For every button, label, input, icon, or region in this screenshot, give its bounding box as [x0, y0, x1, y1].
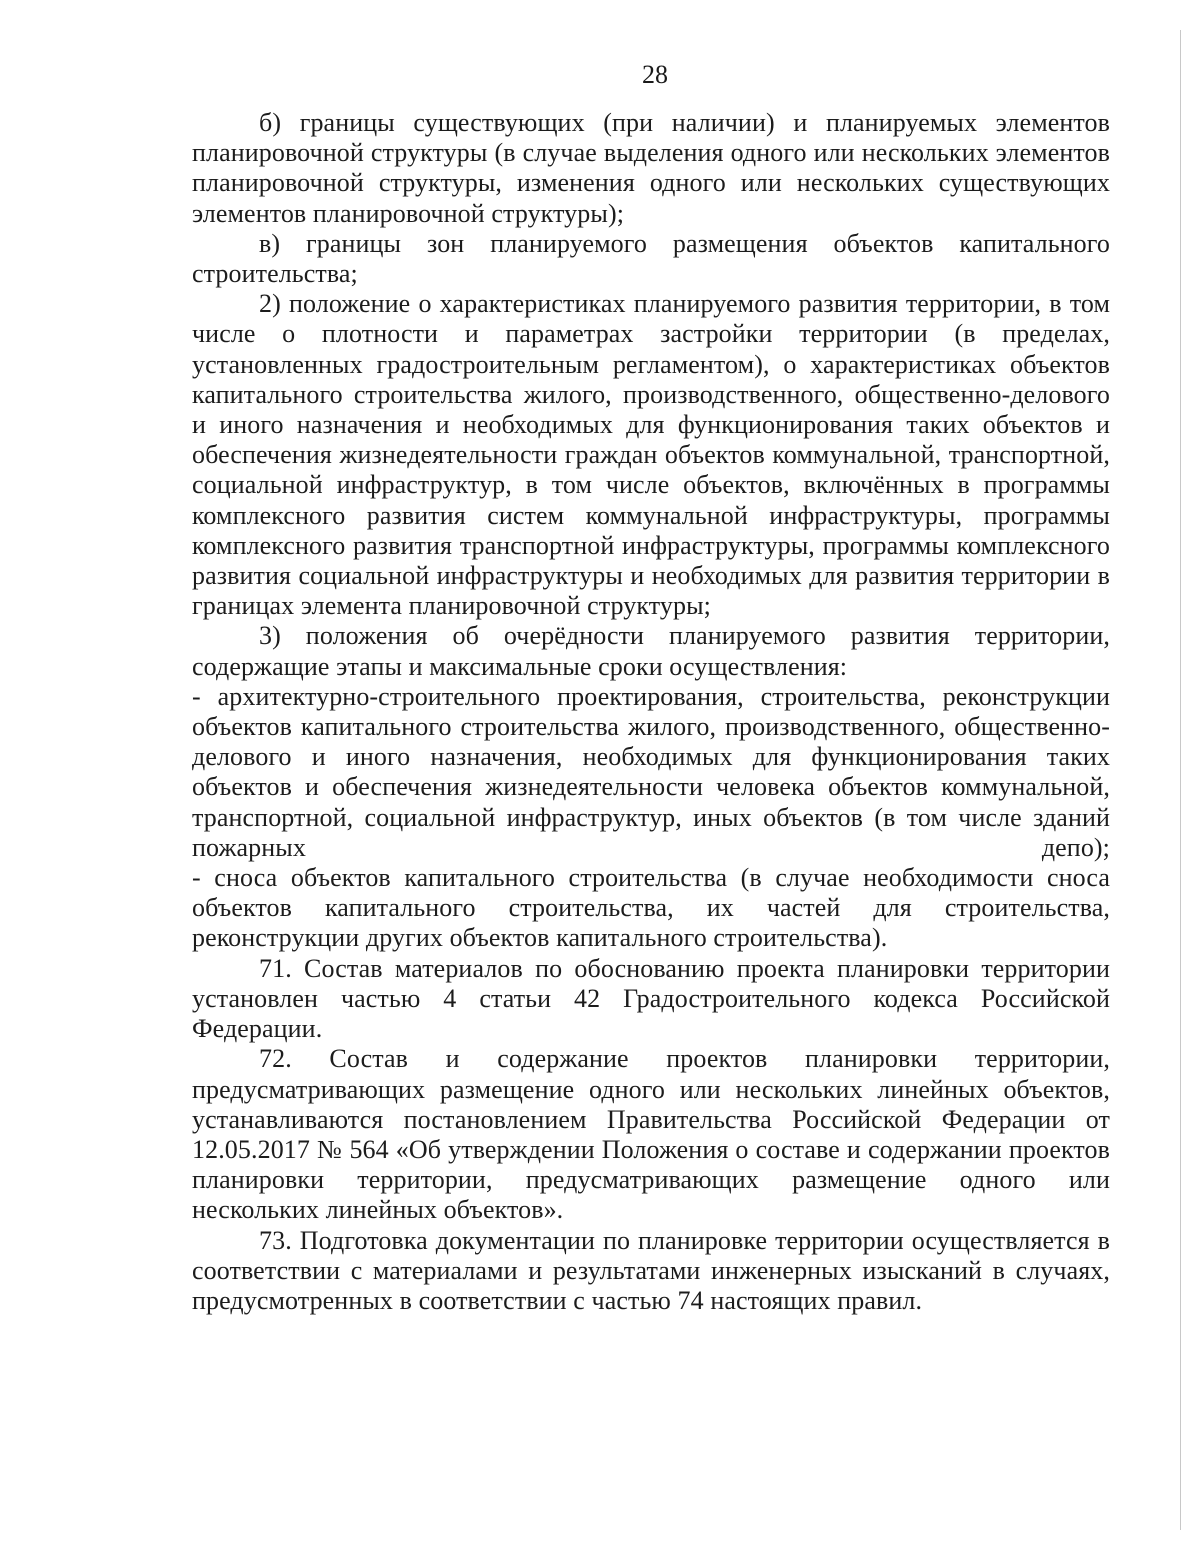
scan-edge-line — [1180, 30, 1181, 1530]
paragraph-71: 71. Состав материалов по обоснованию проекта планировки территории установлен частью 4 статьи 42 Градостроительного кодекса Российской Федерации. — [192, 953, 1110, 1044]
paragraph-2-characteristics: 2) положение о характеристиках планируемого развития территории, в том числе о плотности и параметрах застройки территории (в пределах, установленных градостроительным регламентом), о характеристиках объектов капитального строительства жилого, производственного, общественно-делового и иного назначения и необходимых для функционирования таких объектов и обеспечения жизнедеятельности граждан объектов коммунальной, транспортной, социальной инфраструктур, в том числе объектов, включённых в программы комплексного развития систем коммунальной инфраструктуры, программы комплексного развития транспортной инфраструктуры, программы комплексного развития социальной инфраструктуры и необходимых для развития территории в границах элемента планировочной структуры; — [192, 289, 1110, 621]
page-number: 28 — [642, 60, 668, 89]
paragraph-b-boundaries: б) границы существующих (при наличии) и планируемых элементов планировочной структуры (в случае выделения одного или нескольких элементов планировочной структуры, изменения одного или нескольких существующих элементов планировочной структуры); — [192, 108, 1110, 228]
paragraph-v-zones: в) границы зон планируемого размещения объектов капитального строительства; — [192, 228, 1110, 289]
paragraph-3-stages: 3) положения об очерёдности планируемого развития территории, содержащие этапы и максимальные сроки осуществления: — [192, 621, 1110, 681]
paragraph-72: 72. Состав и содержание проектов планировки территории, предусматривающих размещение одного или нескольких линейных объектов, устанавливаются постановлением Правительства Российской Федерации от 12.05.2017 № 564 «Об утверждении Положения о составе и содержании проектов планировки территории, предусматривающих размещение одного или нескольких линейных объектов». — [192, 1044, 1110, 1225]
paragraph-3-demolition-item: - сноса объектов капитального строительства (в случае необходимости сноса объектов капитального строительства, их частей для строительства, реконструкции других объектов капитального строительства). — [192, 863, 1110, 953]
paragraph-3-design-item: - архитектурно-строительного проектирования, строительства, реконструкции объектов капитального строительства жилого, производственного, общественно-делового и иного назначения, необходимых для функционирования таких объектов и обеспечения жизнедеятельности человека объектов коммунальной, транспортной, социальной инфраструктур, иных объектов (в том числе зданий пожарных депо); — [192, 681, 1110, 862]
paragraph-73: 73. Подготовка документации по планировке территории осуществляется в соответствии с материалами и результатами инженерных изысканий в случаях, предусмотренных в соответствии с частью 74 настоящих правил. — [192, 1225, 1110, 1315]
document-body — [192, 108, 1110, 1316]
